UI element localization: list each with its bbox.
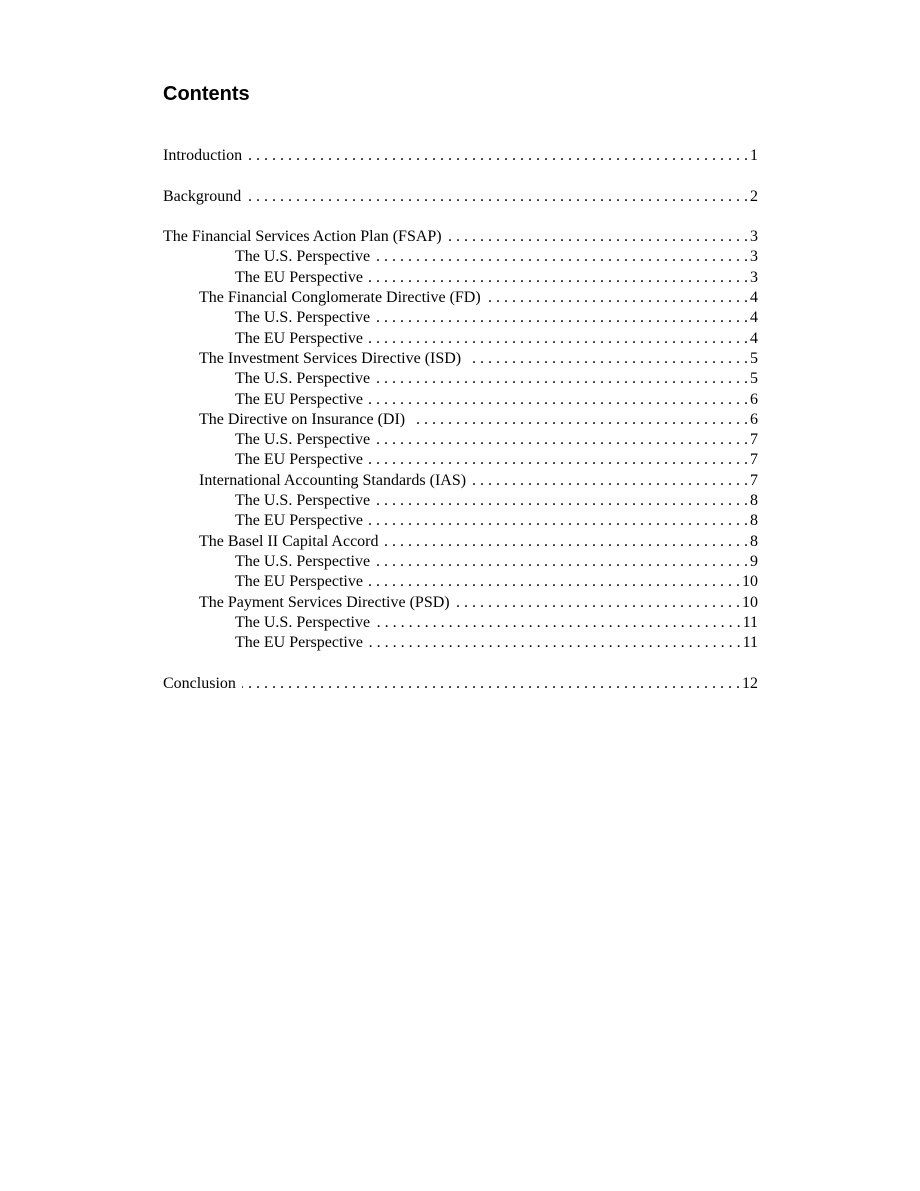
toc-entry-fd-eu-perspective[interactable] (163, 329, 758, 349)
toc-entry-psd-eu-perspective[interactable] (163, 633, 758, 653)
toc-page-number: 12 (742, 674, 758, 692)
toc-entry-conclusion[interactable] (163, 674, 758, 694)
dot-leader (369, 450, 748, 470)
toc-entry-label: The U.S. Perspective (235, 431, 371, 449)
dot-leader (369, 329, 748, 349)
toc-page-number: 6 (750, 410, 758, 428)
toc-entry-ias[interactable] (163, 471, 758, 491)
dot-leader (376, 613, 741, 633)
toc-entry-label: The Payment Services Directive (PSD) (199, 593, 450, 611)
dot-leader (472, 471, 748, 491)
toc-page-number: 4 (750, 289, 758, 307)
toc-page-number: 7 (750, 451, 758, 469)
toc-entry-label: The U.S. Perspective (235, 613, 371, 631)
page-title: Contents (163, 83, 250, 105)
toc-page-number: 8 (750, 512, 758, 530)
toc-entry-label: The U.S. Perspective (235, 248, 371, 266)
toc-entry-psd-us-perspective[interactable] (163, 613, 758, 633)
dot-leader (376, 369, 748, 389)
dot-leader (467, 349, 748, 369)
toc-entry-isd-eu-perspective[interactable] (163, 390, 758, 410)
toc-entry-introduction[interactable] (163, 146, 758, 166)
toc-page-number: 6 (750, 390, 758, 408)
toc-entry-label: The EU Perspective (235, 512, 363, 530)
dot-leader (487, 288, 748, 308)
toc-entry-label: The EU Perspective (235, 451, 363, 469)
toc-entry-label: Conclusion (163, 674, 236, 692)
toc-entry-label: The U.S. Perspective (235, 309, 371, 327)
toc-page-number: 8 (750, 492, 758, 510)
toc-entry-psd[interactable] (163, 593, 758, 613)
dot-leader (448, 227, 748, 247)
toc-entry-label: The Investment Services Directive (ISD) (199, 349, 462, 367)
toc-entry-fd-us-perspective[interactable] (163, 308, 758, 328)
toc-page-number: 11 (742, 634, 758, 652)
toc-page-number: 2 (750, 187, 758, 205)
toc-page-number: 3 (750, 228, 758, 246)
toc-entry-di[interactable] (163, 410, 758, 430)
dot-leader (385, 532, 749, 552)
toc-entry-ias-us-perspective[interactable] (163, 491, 758, 511)
toc-entry-label: The Financial Services Action Plan (FSAP) (163, 228, 442, 246)
toc-entry-fsap[interactable] (163, 227, 758, 247)
toc-entry-label: The EU Perspective (235, 390, 363, 408)
dot-leader (369, 268, 748, 288)
toc-entry-fd[interactable] (163, 288, 758, 308)
dot-leader (376, 552, 748, 572)
toc-entry-label: The U.S. Perspective (235, 552, 371, 570)
toc-entry-basel-eu-perspective[interactable] (163, 572, 758, 592)
dot-leader (411, 410, 748, 430)
dot-leader (369, 633, 741, 653)
toc-page-number: 4 (750, 309, 758, 327)
dot-leader (369, 390, 748, 410)
toc-entry-di-eu-perspective[interactable] (163, 450, 758, 470)
dot-leader (376, 308, 748, 328)
toc-page-number: 7 (750, 471, 758, 489)
dot-leader (456, 593, 740, 613)
toc-entry-label: Background (163, 187, 242, 205)
toc-entry-fsap-eu-perspective[interactable] (163, 268, 758, 288)
toc-page-number: 10 (742, 593, 758, 611)
toc-entry-basel-ii[interactable] (163, 532, 758, 552)
toc-entry-label: The U.S. Perspective (235, 492, 371, 510)
toc-entry-ias-eu-perspective[interactable] (163, 511, 758, 531)
toc-entry-label: The EU Perspective (235, 268, 363, 286)
toc-entry-background[interactable] (163, 187, 758, 207)
toc-entry-label: International Accounting Standards (IAS) (199, 471, 467, 489)
dot-leader (376, 430, 748, 450)
dot-leader (248, 146, 748, 166)
toc-entry-label: The EU Perspective (235, 329, 363, 347)
table-of-contents (163, 146, 758, 694)
toc-page-number: 11 (742, 613, 758, 631)
toc-page-number: 5 (750, 370, 758, 388)
toc-entry-label: The Directive on Insurance (DI) (199, 410, 406, 428)
toc-entry-label: The EU Perspective (235, 634, 363, 652)
toc-page-number: 9 (750, 552, 758, 570)
toc-page-number: 4 (750, 329, 758, 347)
toc-entry-label: Introduction (163, 147, 243, 164)
toc-page-number: 10 (742, 573, 758, 591)
toc-entry-label: The U.S. Perspective (235, 370, 371, 388)
dot-leader (369, 572, 740, 592)
toc-entry-label: The Financial Conglomerate Directive (FD) (199, 289, 481, 307)
toc-entry-isd-us-perspective[interactable] (163, 369, 758, 389)
toc-page-number: 1 (750, 147, 758, 164)
toc-page-number: 5 (750, 349, 758, 367)
toc-entry-fsap-us-perspective[interactable] (163, 247, 758, 267)
toc-entry-basel-us-perspective[interactable] (163, 552, 758, 572)
dot-leader (369, 511, 748, 531)
dot-leader (247, 187, 748, 207)
toc-entry-label: The Basel II Capital Accord (199, 532, 379, 550)
toc-entry-di-us-perspective[interactable] (163, 430, 758, 450)
toc-page-number: 8 (750, 532, 758, 550)
toc-page-number: 3 (750, 248, 758, 266)
toc-page-number: 3 (750, 268, 758, 286)
dot-leader (376, 247, 748, 267)
dot-leader (376, 491, 748, 511)
toc-entry-isd[interactable] (163, 349, 758, 369)
toc-entry-label: The EU Perspective (235, 573, 363, 591)
dot-leader (242, 674, 740, 694)
toc-page-number: 7 (750, 431, 758, 449)
